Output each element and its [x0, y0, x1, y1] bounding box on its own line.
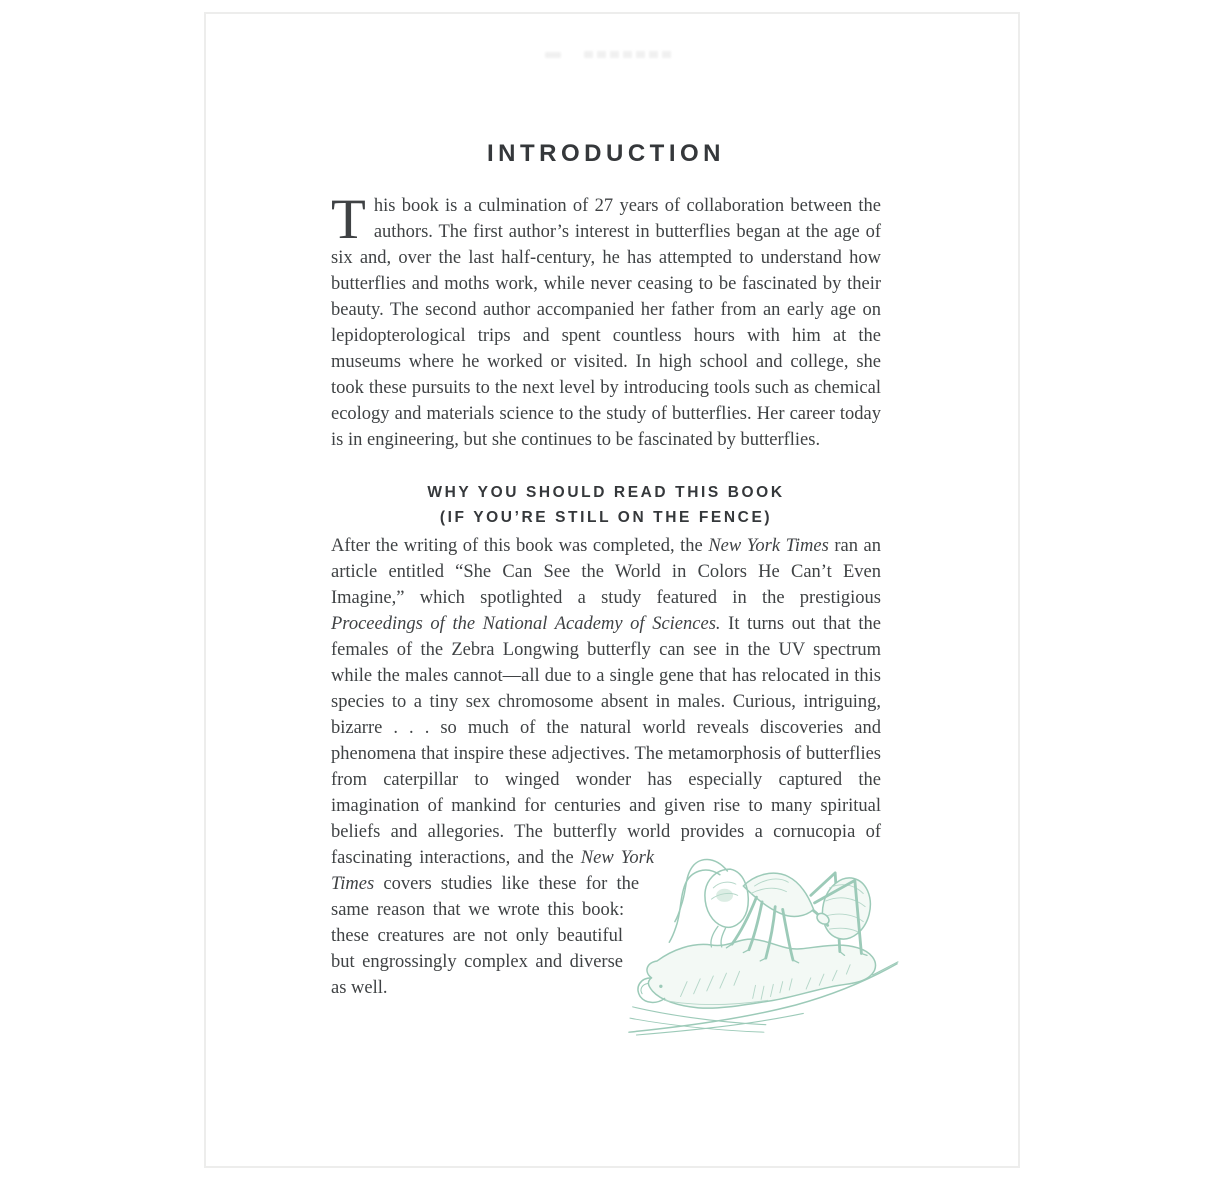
chapter-title: INTRODUCTION: [487, 140, 725, 167]
ant-illustration: [627, 841, 899, 1035]
intro-paragraph-text: his book is a culmination of 27 years of collaboration between the authors. The first author’s interest in butterflies began at the age of six and, over the last half-century, he has attempted to understand how butterflies and moths work, while never ceasing to be fascinated by their beauty. The second author accompanied her father from an early age on lepidopterological trips and spent countless hours with him at the museums where he worked or visited. In high school and college, she took these pursuits to the next level by introducing tools such as chemical ecology and materials science to the study of butterflies. Her career today is in engineering, but she continues to be fascinated by butterflies.: [331, 196, 881, 450]
book-page: [204, 12, 1020, 1168]
body-paragraph-part1: After the writing of this book was completed, the New York Times ran an article entitled “She Can See the World in Colors He Can’t Even Imagine,” which spotlighted a study featured in the prestigious Proceedings of the National Academy of Sciences. It turns out that the females of the Zebra Longwing butterfly can see in the UV spectrum while the males cannot—all due to a single gene that has relocated in this species to a tiny sex chromosome absent in males. Curious, intriguing, bizarre . . . so much of the natural world reveals discoveries and phenomena that inspire these adjectives. The metamorphosis of butterflies from caterpillar to winged wonder has especially captured the imagination of mankind for centuries and given rise to many spiritual beliefs and allegories. The butterfly world provides: [331, 536, 881, 842]
intro-paragraph: [331, 188, 881, 453]
section-heading: [331, 480, 881, 530]
drop-cap: T: [331, 188, 366, 251]
body-paragraph: [331, 533, 881, 1001]
section-heading-line1: WHY YOU SHOULD READ THIS BOOK: [427, 484, 785, 501]
body-paragraph-part2: a cornucopia of fascinating interactions, and the New York Times covers studies like these for the same reason that we wrote this book: these creatures are not only beautiful but engrossingly complex and diverse as well.: [331, 822, 881, 998]
text-column: [331, 14, 881, 1035]
section-heading-line2: (IF YOU’RE STILL ON THE FENCE): [439, 509, 773, 526]
